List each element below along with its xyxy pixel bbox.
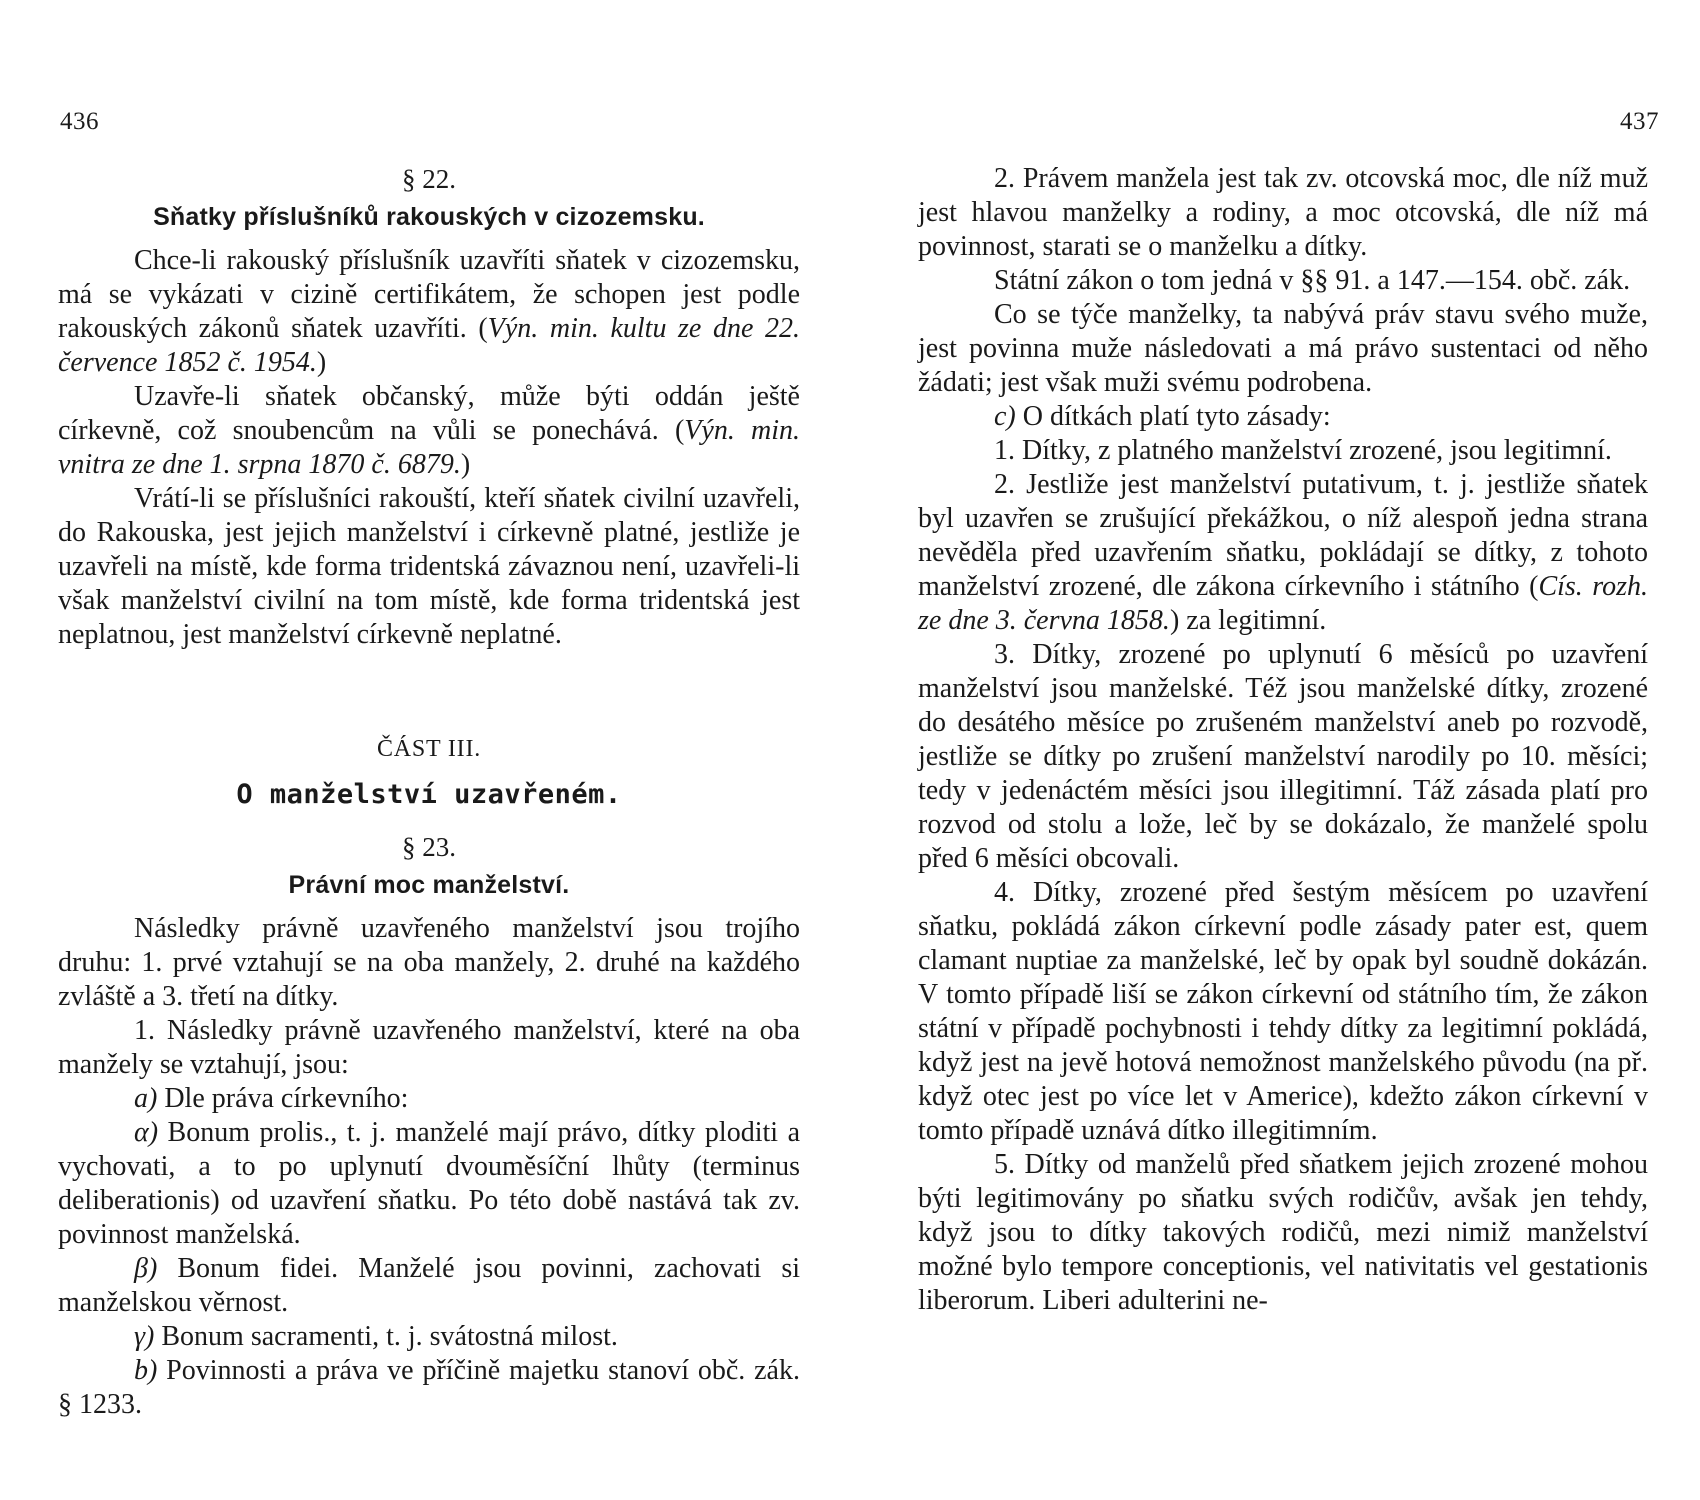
paragraph: 5. Dítky od manželů před sňatkem jejich zrozené mohou býti legitimovány po sňatku svých rodičův, avšak jen tehdy, když jsou to dítky takových rodičů, mezi nimiž manželství možné bylo tempore conceptionis, vel nativitatis vel gestationis liberorum. Liberi adulterini ne- [918, 1149, 1648, 1316]
paragraph: c) O dítkách platí tyto zásady: [994, 401, 1331, 432]
paragraph: 2. Právem manžela jest tak zv. otcovská moc, dle níž muž jest hlavou manželky a rodiny, a moc otcovská, dle níž má povinnost, starati se o manželku a dítky. [918, 163, 1648, 262]
citation: Výn. min. vnitra ze dne 1. srpna 1870 č. 6879. [58, 415, 800, 480]
citation: Výn. min. kultu ze dne 22. července 1852 č. 1954. [58, 313, 800, 378]
section-23-mark: § 23. [402, 832, 456, 862]
part-label: ČÁST III. [376, 736, 482, 762]
paragraph: Chce-li rakouský příslušník uzavříti sňatek v cizozemsku, má se vykázati v cizině certifikátem, že schopen jest podle rakouských zákonů sňatek uzavříti. (Výn. min. kultu ze dne 22. července 1852 č. 1954.) [58, 245, 800, 378]
section-23-title: Právní moc manželství. [288, 871, 570, 899]
paragraph: 3. Dítky, zrozené po uplynutí 6 měsíců po uzavření manželství jsou manželské. Též jsou manželské dítky, zrozené do desátého měsíce po zrušeném manželství aneb po rozvodě, jestliže se dítky po zrušení manželství narodily po 10. měsíci; tedy v jedenáctém měsíci jsou illegitimní. Táž zásada platí pro rozvod od stolu a lože, leč by se dokázalo, že manželé spolu před 6 měsíci obcovali. [918, 639, 1648, 874]
list-label: β) [134, 1253, 158, 1284]
paragraph: 4. Dítky, zrozené před šestým měsícem po uzavření sňatku, pokládá zákon církevní podle zásady pater est, quem clamant nuptiae za manželské, leč by opak byl soudně dokázán. V tomto případě liší se zákon církevní od státního tím, že zákon státní v případě pochybnosti i tehdy dítky za legitimní pokládá, když jest na jevě hotová nemožnost manželského původu (na př. když otec jest po více let v Americe), kdežto zákon církevní v tomto případě uznává dítko illegitimním. [918, 877, 1648, 1146]
paragraph: 1. Následky právně uzavřeného manželství, které na oba manžely se vztahují, jsou: [58, 1015, 800, 1080]
section-22-title: Sňatky příslušníků rakouských v cizozemsku. [153, 203, 705, 231]
page-number-left: 436 [60, 108, 99, 135]
paragraph: Uzavře-li sňatek občanský, může býti oddán ještě církevně, což snoubencům na vůli se ponechává. (Výn. min. vnitra ze dne 1. srpna 1870 č. 6879.) [58, 381, 800, 480]
paragraph: a) Dle práva církevního: [134, 1083, 409, 1114]
section-22-mark: § 22. [402, 164, 456, 194]
paragraph: Co se týče manželky, ta nabývá práv stavu svého muže, jest povinna muže následovati a má právo sustentaci od něho žádati; jest však muži svému podrobena. [918, 299, 1648, 398]
paragraph: Státní zákon o tom jedná v §§ 91. a 147.—154. obč. zák. [994, 265, 1631, 296]
list-label: α) [134, 1117, 159, 1148]
paragraph: 2. Jestliže jest manželství putativum, t. j. jestliže sňatek byl uzavřen se zrušující překážkou, o níž alespoň jedna strana nevěděla před uzavřením sňatku, pokládají se dítky, z tohoto manželství zrozené, dle zákona církevního i státního (Cís. rozh. ze dne 3. června 1858.) za legitimní. [918, 469, 1649, 636]
paragraph: β) Bonum fidei. Manželé jsou povinni, zachovati si manželskou věrnost. [58, 1253, 800, 1318]
citation: Cís. rozh. ze dne 3. června 1858. [918, 571, 1649, 636]
list-label: b) [134, 1355, 158, 1386]
list-label: c) [994, 401, 1016, 432]
paragraph: Vrátí-li se příslušníci rakouští, kteří sňatek civilní uzavřeli, do Rakouska, jest jejich manželství i církevně platné, jestliže je uzavřeli na místě, kde forma tridentská závaznou není, uzavřeli-li však manželství civilní na tom místě, kde forma tridentská jest neplatnou, jest manželství církevně neplatné. [58, 483, 800, 650]
paragraph: α) Bonum prolis., t. j. manželé mají právo, dítky ploditi a vychovati, a to po uplynutí dvouměsíční lhůty (terminus deliberationis) od uzavření sňatku. Po této době nastává tak zv. povinnost manželská. [58, 1117, 800, 1250]
paragraph: 1. Dítky, z platného manželství zrozené, jsou legitimní. [994, 435, 1612, 466]
list-label: γ) [134, 1321, 155, 1352]
right-page-column [918, 162, 1648, 1318]
part-title: O manželství uzavřeném. [236, 779, 622, 810]
paragraph: Následky právně uzavřeného manželství jsou trojího druhu: 1. prvé vztahují se na oba manžely, 2. druhé na každého zvláště a 3. třetí na dítky. [58, 913, 800, 1012]
left-page-column [58, 162, 800, 1422]
paragraph: γ) Bonum sacramenti, t. j. svátostná milost. [134, 1321, 618, 1352]
list-label: a) [134, 1083, 158, 1114]
paragraph: b) Povinnosti a práva ve příčině majetku stanoví obč. zák. § 1233. [58, 1355, 800, 1420]
page-number-right: 437 [1620, 108, 1659, 135]
